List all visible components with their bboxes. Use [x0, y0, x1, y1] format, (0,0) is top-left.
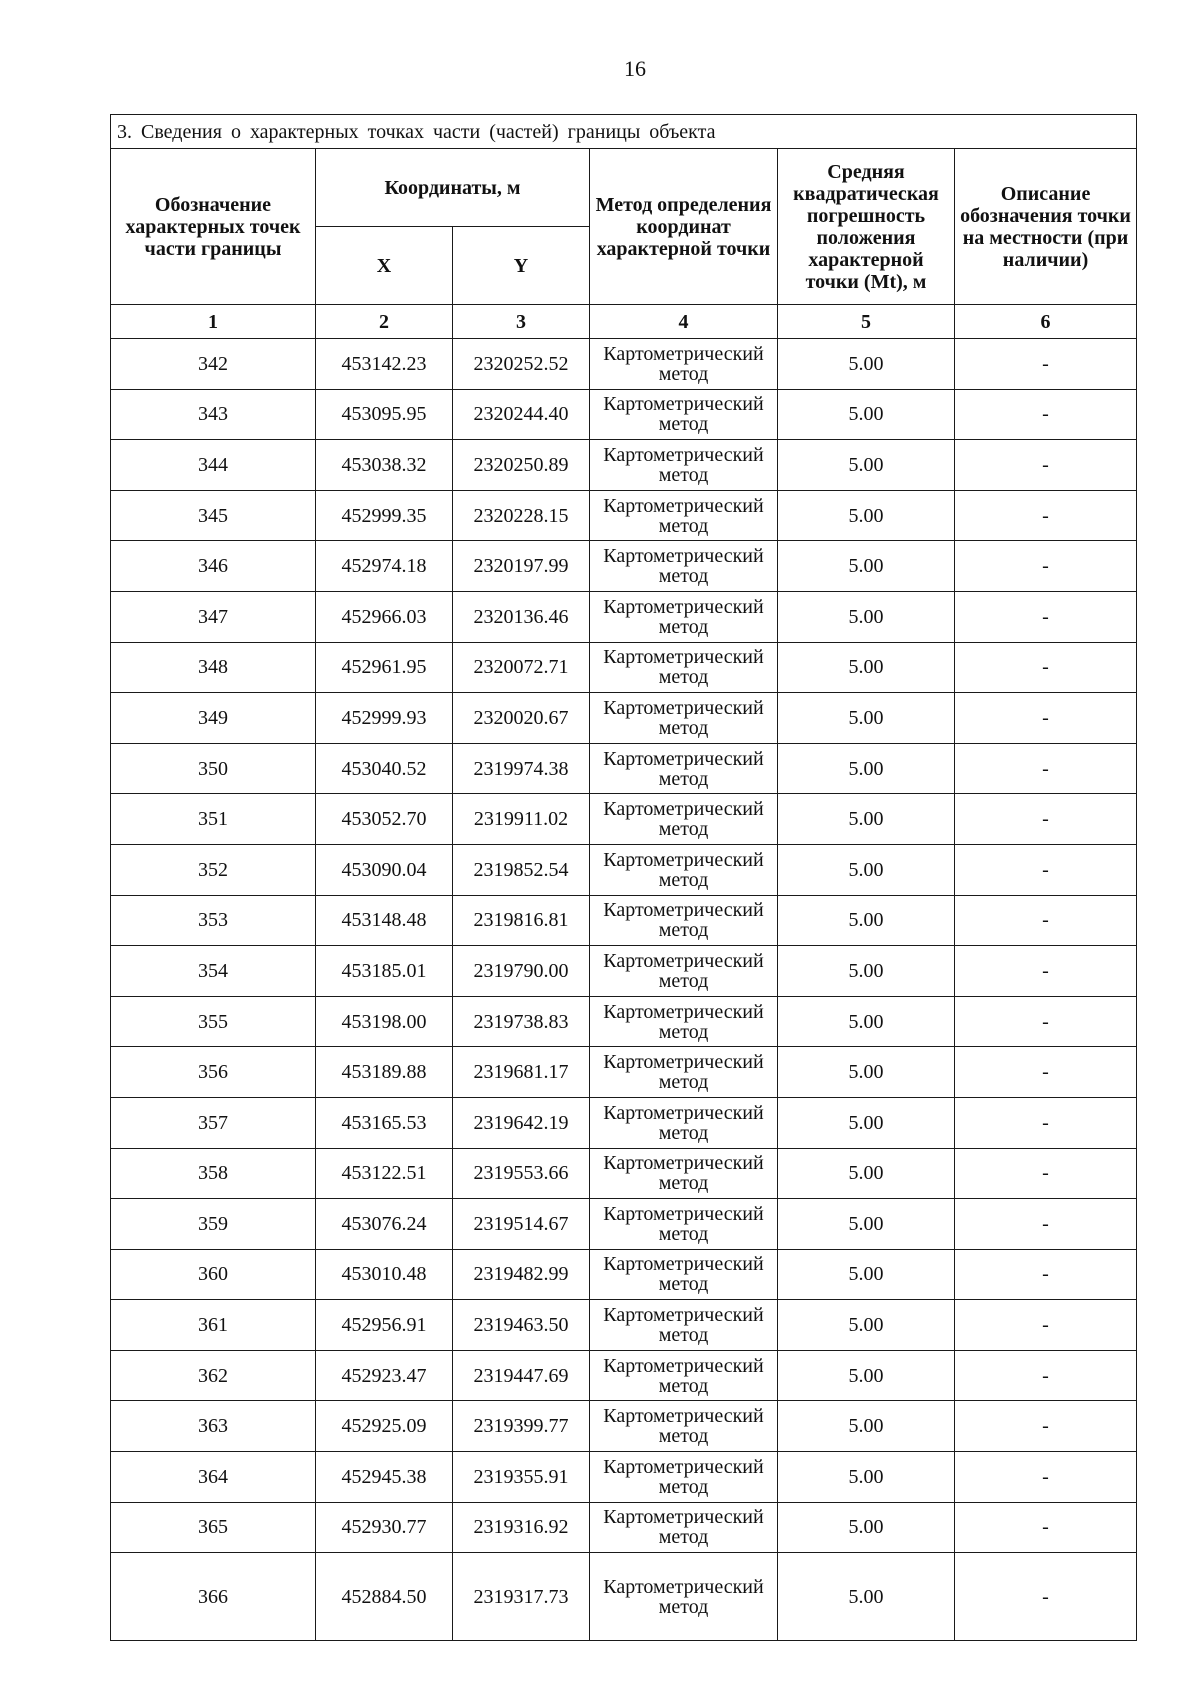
coordinate-y-cell: 2319316.92 [453, 1502, 590, 1553]
description-cell: - [955, 1553, 1137, 1641]
point-designation-cell: 362 [111, 1350, 316, 1401]
error-mt-cell: 5.00 [778, 1047, 955, 1098]
coordinate-x-cell: 452884.50 [316, 1553, 453, 1641]
coordinate-x-cell: 452925.09 [316, 1401, 453, 1452]
error-mt-cell: 5.00 [778, 591, 955, 642]
error-mt-cell: 5.00 [778, 1199, 955, 1250]
point-designation-cell: 360 [111, 1249, 316, 1300]
method-line-1: Картометрический [603, 899, 764, 922]
description-cell: - [955, 1350, 1137, 1401]
description-cell: - [955, 490, 1137, 541]
coordinate-y-cell: 2319911.02 [453, 794, 590, 845]
method-cell [590, 1350, 778, 1401]
coordinate-y-cell: 2320252.52 [453, 339, 590, 390]
method-cell [590, 1148, 778, 1199]
header-coordinates: Координаты, м [316, 149, 590, 227]
method-line-1: Картометрический [603, 1202, 764, 1225]
table-row [111, 895, 1137, 946]
method-line-2: метод [658, 615, 709, 638]
header-method: Метод определения координат характерной точки [590, 149, 778, 305]
method-line-2: метод [658, 463, 709, 486]
table-row [111, 1300, 1137, 1351]
method-line-1: Картометрический [603, 443, 764, 466]
description-cell: - [955, 440, 1137, 491]
error-mt-cell: 5.00 [778, 1350, 955, 1401]
column-number: 4 [590, 305, 778, 339]
method-cell [590, 794, 778, 845]
description-cell: - [955, 1300, 1137, 1351]
table-row [111, 1350, 1137, 1401]
error-mt-cell: 5.00 [778, 1249, 955, 1300]
error-mt-cell: 5.00 [778, 1452, 955, 1503]
table-row [111, 1097, 1137, 1148]
table-row [111, 996, 1137, 1047]
table-row [111, 541, 1137, 592]
table-row [111, 1401, 1137, 1452]
method-line-2: метод [658, 1475, 709, 1498]
coordinate-x-cell: 453185.01 [316, 946, 453, 997]
coordinate-x-cell: 453010.48 [316, 1249, 453, 1300]
table-body [111, 339, 1137, 1641]
method-cell [590, 1097, 778, 1148]
coordinate-y-cell: 2319974.38 [453, 743, 590, 794]
error-mt-cell: 5.00 [778, 693, 955, 744]
coordinate-x-cell: 452945.38 [316, 1452, 453, 1503]
coordinate-y-cell: 2320244.40 [453, 389, 590, 440]
coordinate-x-cell: 452999.35 [316, 490, 453, 541]
point-designation-cell: 345 [111, 490, 316, 541]
coordinate-y-cell: 2320072.71 [453, 642, 590, 693]
method-line-1: Картометрический [603, 1575, 764, 1598]
method-cell [590, 844, 778, 895]
method-line-2: метод [658, 716, 709, 739]
coordinate-y-cell: 2319790.00 [453, 946, 590, 997]
coordinate-x-cell: 453095.95 [316, 389, 453, 440]
column-number: 1 [111, 305, 316, 339]
coordinate-x-cell: 452956.91 [316, 1300, 453, 1351]
header-y: Y [453, 227, 590, 305]
point-designation-cell: 363 [111, 1401, 316, 1452]
method-cell [590, 946, 778, 997]
error-mt-cell: 5.00 [778, 389, 955, 440]
method-cell [590, 693, 778, 744]
method-line-2: метод [658, 868, 709, 891]
coordinate-x-cell: 453165.53 [316, 1097, 453, 1148]
table-row [111, 1249, 1137, 1300]
coordinate-x-cell: 452966.03 [316, 591, 453, 642]
method-cell [590, 1300, 778, 1351]
coordinate-y-cell: 2320197.99 [453, 541, 590, 592]
table-row [111, 946, 1137, 997]
coordinate-x-cell: 453189.88 [316, 1047, 453, 1098]
coordinate-y-cell: 2319514.67 [453, 1199, 590, 1250]
point-designation-cell: 343 [111, 389, 316, 440]
method-line-2: метод [658, 1273, 709, 1296]
description-cell: - [955, 1249, 1137, 1300]
method-line-1: Картометрический [603, 393, 764, 416]
coordinate-x-cell: 453148.48 [316, 895, 453, 946]
method-cell [590, 743, 778, 794]
method-line-2: метод [658, 1526, 709, 1549]
point-designation-cell: 351 [111, 794, 316, 845]
method-line-2: метод [658, 969, 709, 992]
method-line-1: Картометрический [603, 545, 764, 568]
error-mt-cell: 5.00 [778, 844, 955, 895]
method-line-1: Картометрический [603, 848, 764, 871]
coordinate-y-cell: 2320020.67 [453, 693, 590, 744]
method-line-1: Картометрический [603, 494, 764, 517]
coordinate-y-cell: 2319355.91 [453, 1452, 590, 1503]
header-designation: Обозначение характерных точек части границы [111, 149, 316, 305]
method-line-1: Картометрический [603, 1000, 764, 1023]
description-cell: - [955, 1148, 1137, 1199]
method-line-2: метод [658, 1172, 709, 1195]
coordinate-x-cell: 453040.52 [316, 743, 453, 794]
error-mt-cell: 5.00 [778, 1097, 955, 1148]
method-line-1: Картометрический [603, 1354, 764, 1377]
table-row [111, 743, 1137, 794]
description-cell: - [955, 743, 1137, 794]
method-cell [590, 1502, 778, 1553]
point-designation-cell: 349 [111, 693, 316, 744]
description-cell: - [955, 946, 1137, 997]
description-cell: - [955, 339, 1137, 390]
description-cell: - [955, 1452, 1137, 1503]
table-row [111, 591, 1137, 642]
table-row [111, 1553, 1137, 1641]
coordinate-x-cell: 453198.00 [316, 996, 453, 1047]
coordinate-y-cell: 2319642.19 [453, 1097, 590, 1148]
error-mt-cell: 5.00 [778, 743, 955, 794]
point-designation-cell: 355 [111, 996, 316, 1047]
table-row [111, 642, 1137, 693]
method-line-1: Картометрический [603, 696, 764, 719]
description-cell: - [955, 591, 1137, 642]
method-cell [590, 1249, 778, 1300]
method-line-2: метод [658, 1425, 709, 1448]
coordinate-x-cell: 453090.04 [316, 844, 453, 895]
coordinate-y-cell: 2320228.15 [453, 490, 590, 541]
coordinate-y-cell: 2319399.77 [453, 1401, 590, 1452]
method-line-2: метод [658, 413, 709, 436]
header-error: Средняя квадратическая погрешность положения характерной точки (Mt), м [778, 149, 955, 305]
point-designation-cell: 346 [111, 541, 316, 592]
error-mt-cell: 5.00 [778, 1553, 955, 1641]
method-cell [590, 1553, 778, 1641]
error-mt-cell: 5.00 [778, 895, 955, 946]
method-line-1: Картометрический [603, 1051, 764, 1074]
table-row [111, 1502, 1137, 1553]
point-designation-cell: 353 [111, 895, 316, 946]
coordinate-y-cell: 2319852.54 [453, 844, 590, 895]
point-designation-cell: 357 [111, 1097, 316, 1148]
coordinate-x-cell: 452961.95 [316, 642, 453, 693]
point-designation-cell: 342 [111, 339, 316, 390]
description-cell: - [955, 1097, 1137, 1148]
method-cell [590, 389, 778, 440]
method-line-1: Картометрический [603, 595, 764, 618]
coordinate-y-cell: 2320136.46 [453, 591, 590, 642]
description-cell: - [955, 844, 1137, 895]
table-row [111, 1047, 1137, 1098]
error-mt-cell: 5.00 [778, 996, 955, 1047]
method-cell [590, 591, 778, 642]
coordinate-y-cell: 2319553.66 [453, 1148, 590, 1199]
description-cell: - [955, 389, 1137, 440]
method-line-1: Картометрический [603, 1405, 764, 1428]
description-cell: - [955, 1502, 1137, 1553]
coordinate-y-cell: 2319816.81 [453, 895, 590, 946]
error-mt-cell: 5.00 [778, 946, 955, 997]
method-cell [590, 440, 778, 491]
error-mt-cell: 5.00 [778, 1502, 955, 1553]
method-cell [590, 642, 778, 693]
point-designation-cell: 366 [111, 1553, 316, 1641]
table-row [111, 389, 1137, 440]
method-line-1: Картометрический [603, 747, 764, 770]
table-row [111, 1452, 1137, 1503]
method-line-2: метод [658, 1324, 709, 1347]
point-designation-cell: 364 [111, 1452, 316, 1503]
error-mt-cell: 5.00 [778, 1148, 955, 1199]
method-cell [590, 339, 778, 390]
error-mt-cell: 5.00 [778, 1300, 955, 1351]
description-cell: - [955, 541, 1137, 592]
method-line-2: метод [658, 565, 709, 588]
table-row [111, 490, 1137, 541]
method-line-2: метод [658, 1071, 709, 1094]
point-designation-cell: 356 [111, 1047, 316, 1098]
error-mt-cell: 5.00 [778, 541, 955, 592]
column-number: 5 [778, 305, 955, 339]
coordinate-x-cell: 453038.32 [316, 440, 453, 491]
error-mt-cell: 5.00 [778, 440, 955, 491]
method-line-1: Картометрический [603, 1152, 764, 1175]
column-number: 6 [955, 305, 1137, 339]
column-number: 2 [316, 305, 453, 339]
table-row [111, 794, 1137, 845]
coordinate-y-cell: 2319738.83 [453, 996, 590, 1047]
method-line-2: метод [658, 1374, 709, 1397]
table-row [111, 339, 1137, 390]
point-designation-cell: 361 [111, 1300, 316, 1351]
page-number: 16 [624, 56, 646, 81]
method-line-1: Картометрический [603, 798, 764, 821]
header-description: Описание обозначения точки на местности (при наличии) [955, 149, 1137, 305]
method-cell [590, 895, 778, 946]
point-designation-cell: 350 [111, 743, 316, 794]
method-line-1: Картометрический [603, 949, 764, 972]
method-line-1: Картометрический [603, 1506, 764, 1529]
table-row [111, 1148, 1137, 1199]
description-cell: - [955, 794, 1137, 845]
point-designation-cell: 347 [111, 591, 316, 642]
coordinate-x-cell: 452930.77 [316, 1502, 453, 1553]
method-line-2: метод [658, 514, 709, 537]
method-cell [590, 490, 778, 541]
description-cell: - [955, 1199, 1137, 1250]
coordinate-y-cell: 2319463.50 [453, 1300, 590, 1351]
error-mt-cell: 5.00 [778, 794, 955, 845]
error-mt-cell: 5.00 [778, 1401, 955, 1452]
method-cell [590, 1047, 778, 1098]
table-row [111, 440, 1137, 491]
method-line-2: метод [658, 362, 709, 385]
coordinate-y-cell: 2319447.69 [453, 1350, 590, 1401]
coordinate-y-cell: 2320250.89 [453, 440, 590, 491]
header-x: X [316, 227, 453, 305]
method-line-1: Картометрический [603, 1455, 764, 1478]
error-mt-cell: 5.00 [778, 339, 955, 390]
error-mt-cell: 5.00 [778, 490, 955, 541]
table-row [111, 693, 1137, 744]
method-line-1: Картометрический [603, 1253, 764, 1276]
boundary-points-table [110, 114, 1137, 1641]
method-line-2: метод [658, 1020, 709, 1043]
point-designation-cell: 352 [111, 844, 316, 895]
description-cell: - [955, 693, 1137, 744]
point-designation-cell: 344 [111, 440, 316, 491]
table-row [111, 844, 1137, 895]
method-line-2: метод [658, 1595, 709, 1618]
coordinate-y-cell: 2319482.99 [453, 1249, 590, 1300]
description-cell: - [955, 996, 1137, 1047]
point-designation-cell: 359 [111, 1199, 316, 1250]
point-designation-cell: 354 [111, 946, 316, 997]
error-mt-cell: 5.00 [778, 642, 955, 693]
description-cell: - [955, 1401, 1137, 1452]
section-title: 3. Сведения о характерных точках части (частей) границы объекта [111, 115, 1137, 149]
coordinate-x-cell: 453052.70 [316, 794, 453, 845]
method-line-2: метод [658, 919, 709, 942]
method-line-1: Картометрический [603, 342, 764, 365]
description-cell: - [955, 642, 1137, 693]
method-cell [590, 1452, 778, 1503]
method-cell [590, 996, 778, 1047]
coordinate-x-cell: 452923.47 [316, 1350, 453, 1401]
method-line-1: Картометрический [603, 646, 764, 669]
method-line-1: Картометрический [603, 1304, 764, 1327]
table-row [111, 1199, 1137, 1250]
method-cell [590, 1199, 778, 1250]
point-designation-cell: 348 [111, 642, 316, 693]
description-cell: - [955, 1047, 1137, 1098]
coordinate-x-cell: 453122.51 [316, 1148, 453, 1199]
coordinate-y-cell: 2319317.73 [453, 1553, 590, 1641]
method-line-2: метод [658, 1121, 709, 1144]
coordinate-x-cell: 452974.18 [316, 541, 453, 592]
method-line-1: Картометрический [603, 1101, 764, 1124]
coordinate-y-cell: 2319681.17 [453, 1047, 590, 1098]
point-designation-cell: 365 [111, 1502, 316, 1553]
point-designation-cell: 358 [111, 1148, 316, 1199]
method-line-2: метод [658, 1222, 709, 1245]
coordinate-x-cell: 453076.24 [316, 1199, 453, 1250]
coordinate-x-cell: 453142.23 [316, 339, 453, 390]
method-line-2: метод [658, 666, 709, 689]
column-number: 3 [453, 305, 590, 339]
description-cell: - [955, 895, 1137, 946]
coordinate-x-cell: 452999.93 [316, 693, 453, 744]
method-line-2: метод [658, 818, 709, 841]
method-cell [590, 1401, 778, 1452]
method-line-2: метод [658, 767, 709, 790]
method-cell [590, 541, 778, 592]
